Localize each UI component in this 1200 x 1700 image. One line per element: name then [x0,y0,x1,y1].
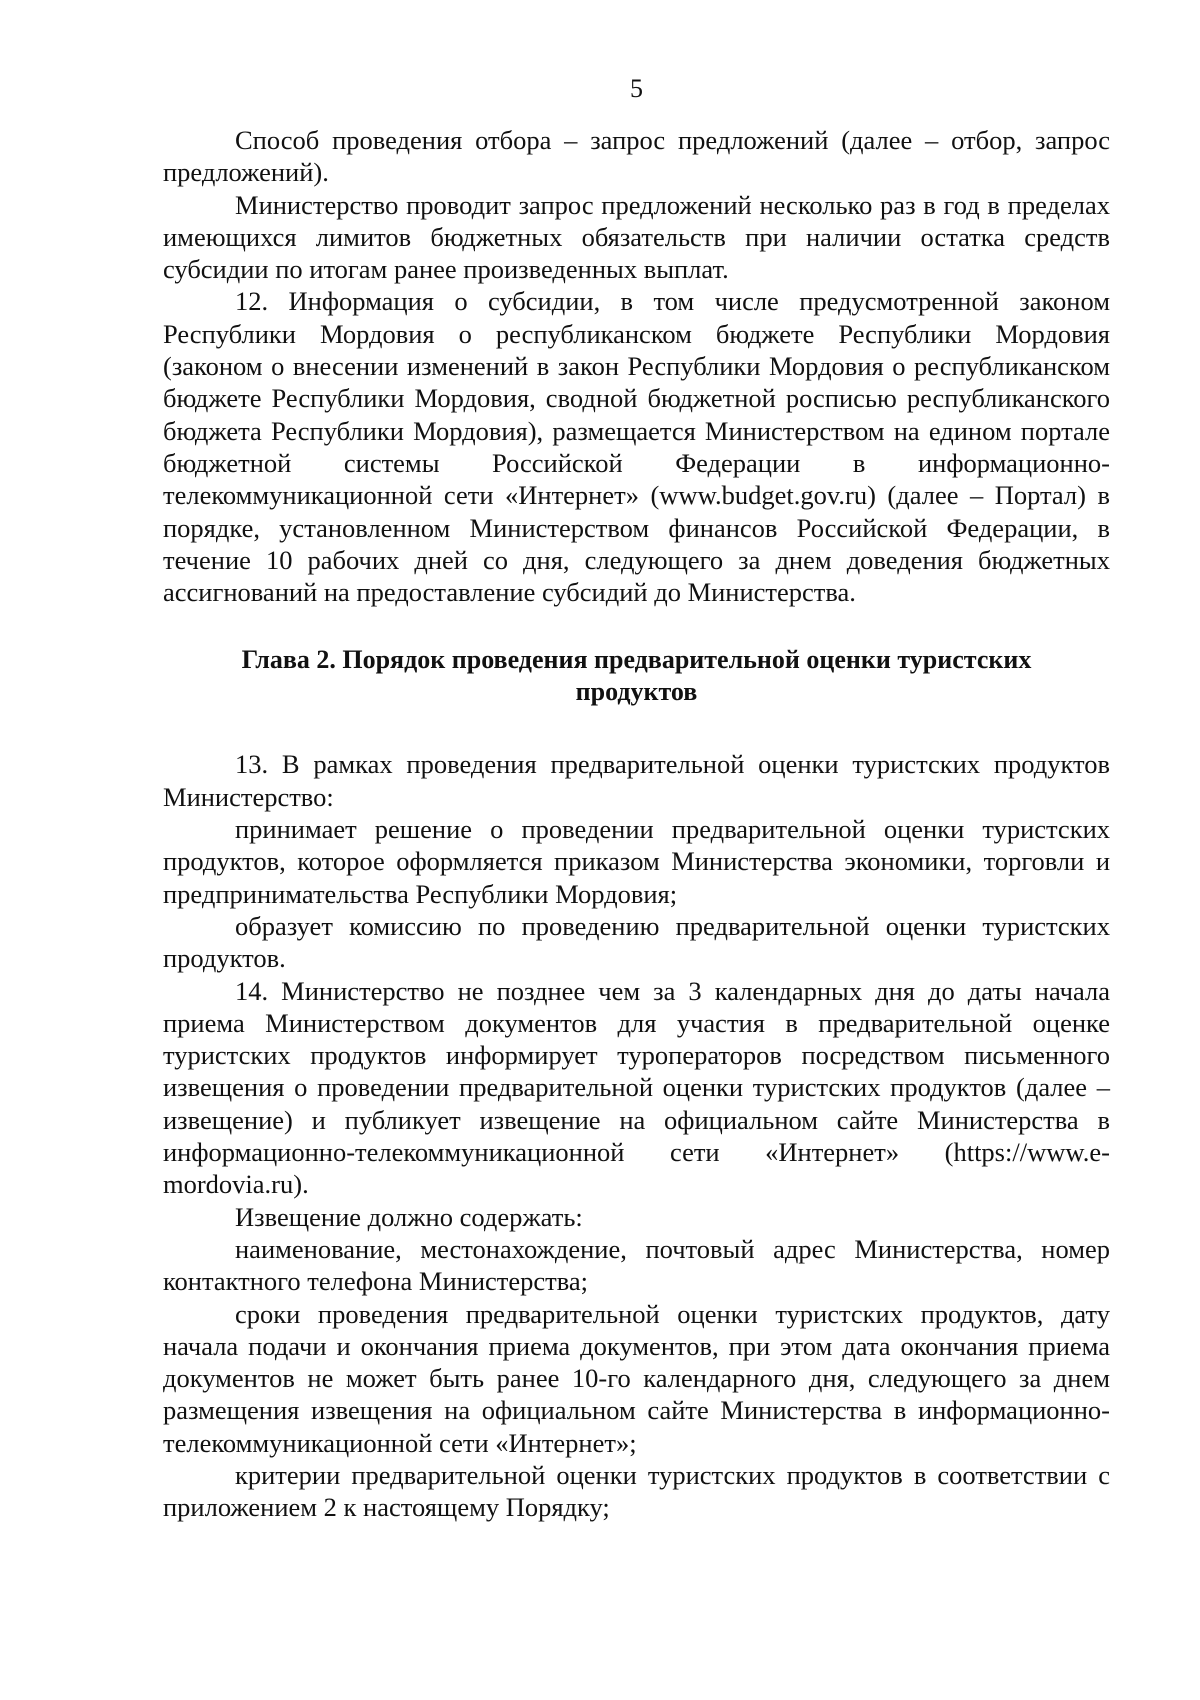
paragraph-notice-contents: Извещение должно содержать: [235,1201,583,1232]
paragraph-item-14: 14. Министерство не позднее чем за 3 календарных дня до даты начала приема Министерством документов для участия в предварительной оценке туристских продуктов информирует туроператоров посредством письменного извещения о проведении предварительной оценки туристских продуктов (далее – извещение) и публикует извещение на официальном сайте Министерства в информационно-телекоммуникационной сети «Интернет» (https://www.e-mordovia.ru). [163,975,1110,1200]
page-number: 5 [630,74,643,103]
document-page [163,72,1110,1524]
paragraph-item-12: 12. Информация о субсидии, в том числе предусмотренной законом Республики Мордовия о республиканском бюджете Республики Мордовия (законом о внесении изменений в закон Республики Мордовия о республиканском бюджете Республики Мордовия, сводной бюджетной росписью республиканского бюджета Республики Мордовия), размещается Министерством на едином портале бюджетной системы Российской Федерации в информационно-телекоммуникационной сети «Интернет» (www.budget.gov.ru) (далее – Портал) в порядке, установленном Министерством финансов Российской Федерации, в течение 10 рабочих дней со дня, следующего за днем доведения бюджетных ассигнований на предоставление субсидий до Министерства. [163,286,1110,608]
paragraph-ministry-details: наименование, местонахождение, почтовый адрес Министерства, номер контактного телефона Министерства; [163,1233,1110,1297]
paragraph-deadlines: сроки проведения предварительной оценки туристских продуктов, дату начала подачи и окончания приема документов, при этом дата окончания приема документов не может быть ранее 10-го календарного дня, следующего за днем размещения извещения на официальном сайте Министерства в информационно-телекоммуникационной сети «Интернет»; [163,1298,1110,1458]
paragraph-selection-method: Способ проведения отбора – запрос предложений (далее – отбор, запрос предложений). [163,125,1110,188]
paragraph-criteria: критерии предварительной оценки туристских продуктов в соответствии с приложением 2 к настоящему Порядку; [163,1459,1110,1523]
chapter-heading: Глава 2. Порядок проведения предварительной оценки туристских продуктов [241,645,1032,707]
paragraph-request-frequency: Министерство проводит запрос предложений несколько раз в год в пределах имеющихся лимитов бюджетных обязательств при наличии остатка средств субсидии по итогам ранее произведенных выплат. [163,189,1110,285]
paragraph-commission: образует комиссию по проведению предварительной оценки туристских продуктов. [163,910,1110,974]
paragraph-item-13: 13. В рамках проведения предварительной оценки туристских продуктов Министерство: [163,749,1110,812]
paragraph-decision: принимает решение о проведении предварительной оценки туристских продуктов, которое оформляется приказом Министерства экономики, торговли и предпринимательства Республики Мордовия; [163,814,1110,909]
